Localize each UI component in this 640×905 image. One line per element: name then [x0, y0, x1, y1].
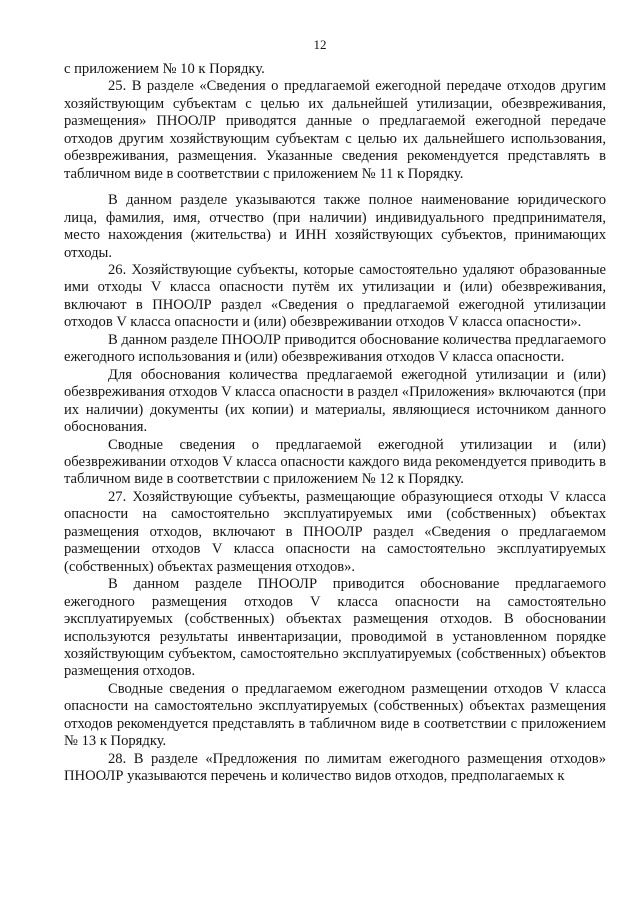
paragraph-item-26: 26. Хозяйствующие субъекты, которые самостоятельно удаляют образованные ими отходы V класса опасности путём их утилизации и (или) обезвреживания, включают в ПНООЛР раздел «Сведения о предлагаемой ежегодной утилизации отходов V класса опасности и (или) обезвреживании отходов V класса опасности». — [64, 261, 606, 331]
paragraph-summary-utilization: Сводные сведения о предлагаемой ежегодной утилизации и (или) обезвреживании отходов V класса опасности каждого вида рекомендуется приводить в табличном виде в соответствии с приложением № 12 к Порядку. — [64, 436, 606, 488]
page-number: 12 — [313, 37, 327, 52]
document-body — [64, 61, 606, 786]
paragraph-appendices: Для обоснования количества предлагаемой ежегодной утилизации и (или) обезвреживания отходов V класса опасности в раздел «Приложения» включаются (при их наличии) документы (их копии) и материалы, являющиеся источником данного обоснования. — [64, 366, 606, 436]
paragraph-item-28: 28. В разделе «Предложения по лимитам ежегодного размещения отходов» ПНООЛР указываются перечень и количество видов отходов, предполагаемых к — [64, 750, 606, 785]
paragraph-summary-placement: Сводные сведения о предлагаемом ежегодном размещении отходов V класса опасности на самостоятельно эксплуатируемых (собственных) объектах размещения отходов рекомендуется представлять в табличном виде в соответствии с приложением № 13 к Порядку. — [64, 680, 606, 750]
paragraph-item-27: 27. Хозяйствующие субъекты, размещающие образующиеся отходы V класса опасности на самостоятельно эксплуатируемых ими (собственных) объектах размещения отходов, включают в ПНООЛР раздел «Сведения о предлагаемом размещении отходов V класса опасности на самостоятельно эксплуатируемых (собственных) объектах размещения отходов». — [64, 488, 606, 575]
paragraph-placement-justification: В данном разделе ПНООЛР приводится обоснование предлагаемого ежегодного размещения отходов V класса опасности на самостоятельно эксплуатируемых (собственных) объектах размещения отходов. В обосновании используются результаты инвентаризации, проводимой в установленном порядке хозяйствующим субъектом, самостоятельно эксплуатируемых (собственных) объектов размещения отходов. — [64, 576, 606, 680]
paragraph-item-25: 25. В разделе «Сведения о предлагаемой ежегодной передаче отходов другим хозяйствующим субъектам с целью их дальнейшей утилизации, обезвреживания, размещения» ПНООЛР приводятся данные о предлагаемой ежегодной передаче отходов другим хозяйствующим субъектам с целью их дальнейшего использования, обезвреживания, размещения. Указанные сведения рекомендуется представлять в табличном виде в соответствии с приложением № 11 к Порядку. — [64, 78, 606, 182]
paragraph-continuation: с приложением № 10 к Порядку. — [64, 61, 265, 77]
paragraph-section-details: В данном разделе указываются также полное наименование юридического лица, фамилия, имя, отчество (при наличии) индивидуального предпринимателя, место нахождения (жительства) и ИНН хозяйствующих субъектов, принимающих отходы. — [64, 192, 606, 261]
paragraph-justification: В данном разделе ПНООЛР приводится обоснование количества предлагаемого ежегодного использования и (или) обезвреживания отходов V класса опасности. — [64, 331, 606, 366]
